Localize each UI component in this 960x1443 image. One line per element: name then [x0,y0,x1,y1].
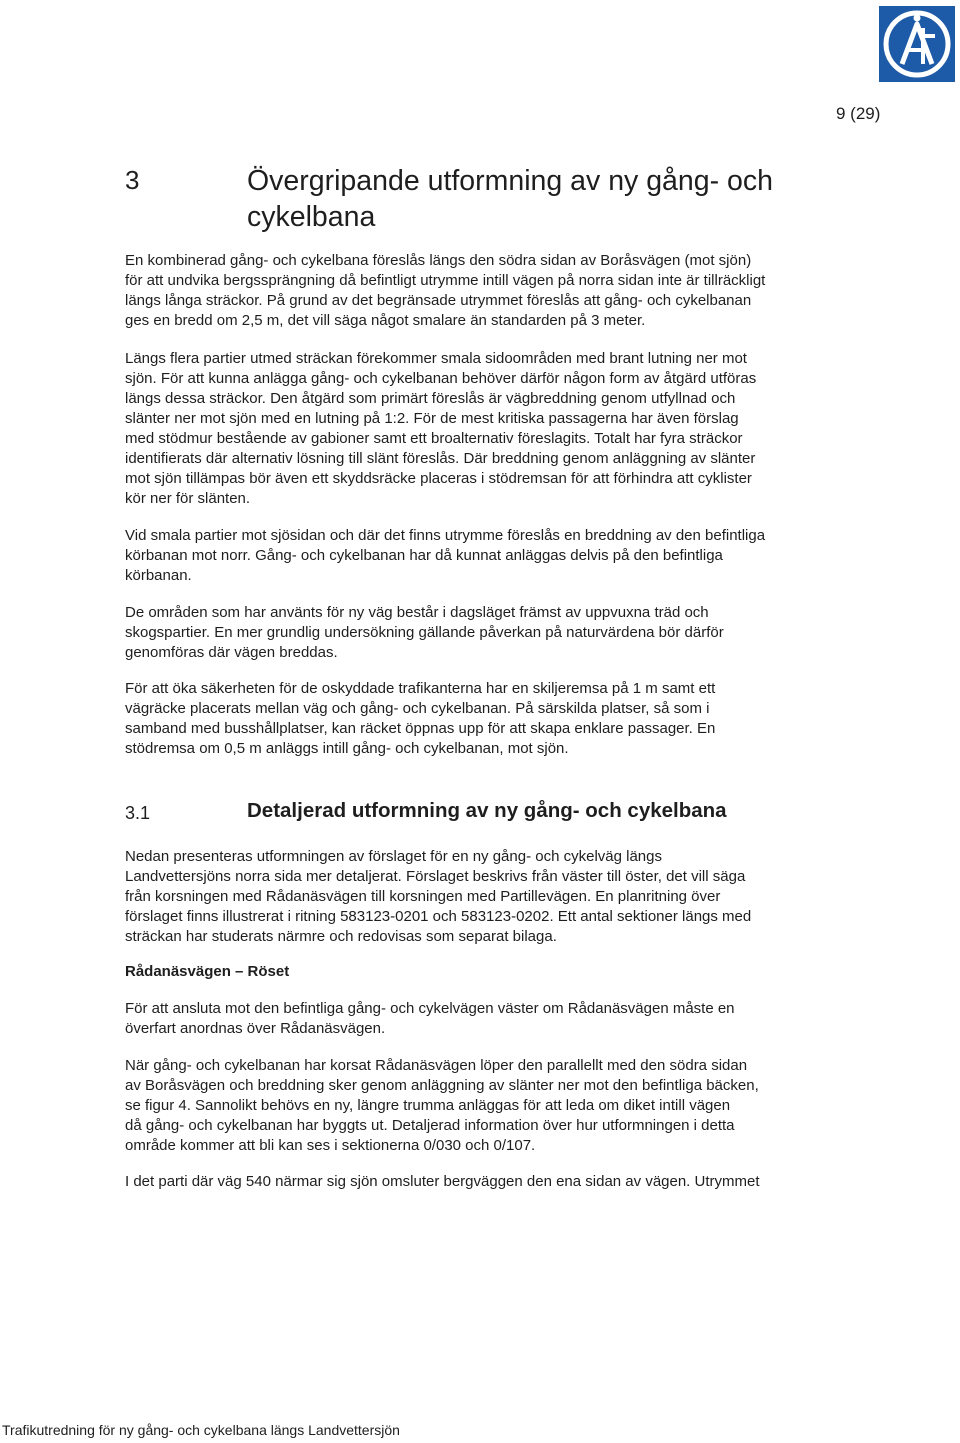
section-title-line: cykelbana [247,201,376,233]
paragraph-line: kör ner för slänten. [125,490,251,507]
paragraph [125,847,865,947]
paragraph [125,999,865,1039]
paragraph [125,1172,865,1192]
paragraph-line: körbanan. [125,567,192,584]
paragraph-line: stödremsa om 0,5 m anläggs intill gång- och cykelbanan, mot sjön. [125,740,569,757]
af-logo-icon [879,6,955,82]
subheading: Rådanäsvägen – Röset [125,963,290,980]
paragraph-line: Vid smala partier mot sjösidan och där det finns utrymme föreslås en breddning av den befintliga [125,527,766,544]
paragraph-line: Längs flera partier utmed sträckan förekommer smala sidoområden med brant lutning ner mot [125,350,747,367]
section-number: 3 [125,165,140,195]
paragraph-line: samband med busshållplatser, kan räcket öppnas upp för att skapa enklare passager. En [125,720,716,737]
section-title [247,163,847,235]
paragraph-line: identifierats där alternativ lösning till slänt föreslås. Där breddning genom anläggning av slänter [125,450,756,467]
paragraph [125,1056,865,1156]
paragraph-line: med stödmur bestående av gabioner samt ett broalternativ föreslagits. Totalt har fyra sträckor [125,430,743,447]
paragraph-line: För att ansluta mot den befintliga gång- och cykelvägen väster om Rådanäsvägen måste en [125,1000,735,1017]
paragraph-line: för att undvika bergssprängning då befintligt utrymme intill vägen på norra sidan inte är tillräckligt [125,272,766,289]
paragraph-line: sträckan har studerats närmre och redovisas som separat bilaga. [125,928,557,945]
paragraph [125,603,865,663]
paragraph [125,679,865,759]
section-title-line: Övergripande utformning av ny gång- och [247,165,773,197]
paragraph-line: körbanan mot norr. Gång- och cykelbanan har då kunnat anläggas delvis på den befintliga [125,547,723,564]
paragraph-line: I det parti där väg 540 närmar sig sjön omsluter bergväggen den ena sidan av vägen. Utrymmet [125,1173,760,1190]
paragraph-line: Nedan presenteras utformningen av förslaget för en ny gång- och cykelväg längs [125,848,662,865]
paragraph-line: sjön. För att kunna anlägga gång- och cykelbanan behöver därför någon form av åtgärd utföras [125,370,757,387]
paragraph-line: Landvettersjöns norra sida mer detaljerat. Förslaget beskrivs från väster till öster, det vill säga [125,868,746,885]
paragraph-line: se figur 4. Sannolikt behövs en ny, längre trumma anläggas för att leda om diket intill vägen [125,1097,731,1114]
paragraph-line: ges en bredd om 2,5 m, det vill säga något smalare än standarden på 3 meter. [125,312,646,329]
footer-text: Trafikutredning för ny gång- och cykelbana längs Landvettersjön [2,1422,400,1438]
paragraph-line: överfart anordnas över Rådanäsvägen. [125,1020,386,1037]
paragraph-line: då gång- och cykelbanan har byggts ut. Detaljerad information över hur utformningen i detta [125,1117,735,1134]
subsection-title: Detaljerad utformning av ny gång- och cykelbana [247,799,727,822]
paragraph-line: vägräcke placerats mellan väg och gång- och cykelbanan. På särskilda platser, så som i [125,700,710,717]
paragraph-line: längs långa sträckor. På grund av det begränsade utrymmet föreslås att gång- och cykelbanan [125,292,752,309]
paragraph-line: slänter ner mot sjön med en lutning på 1:2. För de mest kritiska passagerna har även förslag [125,410,739,427]
paragraph-line: av Boråsvägen och breddning sker genom anläggning av slänter ner mot den befintliga bäcken, [125,1077,759,1094]
page-number: 9 (29) [836,104,881,123]
paragraph [125,349,865,509]
paragraph [125,251,865,331]
paragraph-line: förslaget finns illustrerat i ritning 583123-0201 och 583123-0202. Ett antal sektioner längs med [125,908,752,925]
paragraph-line: För att öka säkerheten för de oskyddade trafikanterna har en skiljeremsa på 1 m samt ett [125,680,716,697]
paragraph-line: från korsningen med Rådanäsvägen till korsningen med Partillevägen. En planritning över [125,888,721,905]
paragraph-line: De områden som har använts för ny väg består i dagsläget främst av uppvuxna träd och [125,604,709,621]
paragraph-line: En kombinerad gång- och cykelbana föreslås längs den södra sidan av Boråsvägen (mot sjön) [125,252,752,269]
paragraph-line: skogspartier. En mer grundlig undersökning gällande påverkan på naturvärdena bör därför [125,624,724,641]
paragraph-line: mot sjön tillämpas bör även ett skyddsräcke placeras i stödremsan för att förhindra att cyklister [125,470,752,487]
paragraph-line: När gång- och cykelbanan har korsat Rådanäsvägen löper den parallellt med den södra sidan [125,1057,748,1074]
subsection-number: 3.1 [125,803,151,823]
paragraph-line: genomföras där vägen breddas. [125,644,338,661]
paragraph-line: område kommer att bli kan ses i sektionerna 0/030 och 0/107. [125,1137,536,1154]
paragraph-line: längs dessa sträckor. Den åtgärd som primärt föreslås är vägbreddning genom utfyllnad och [125,390,736,407]
paragraph [125,526,865,586]
